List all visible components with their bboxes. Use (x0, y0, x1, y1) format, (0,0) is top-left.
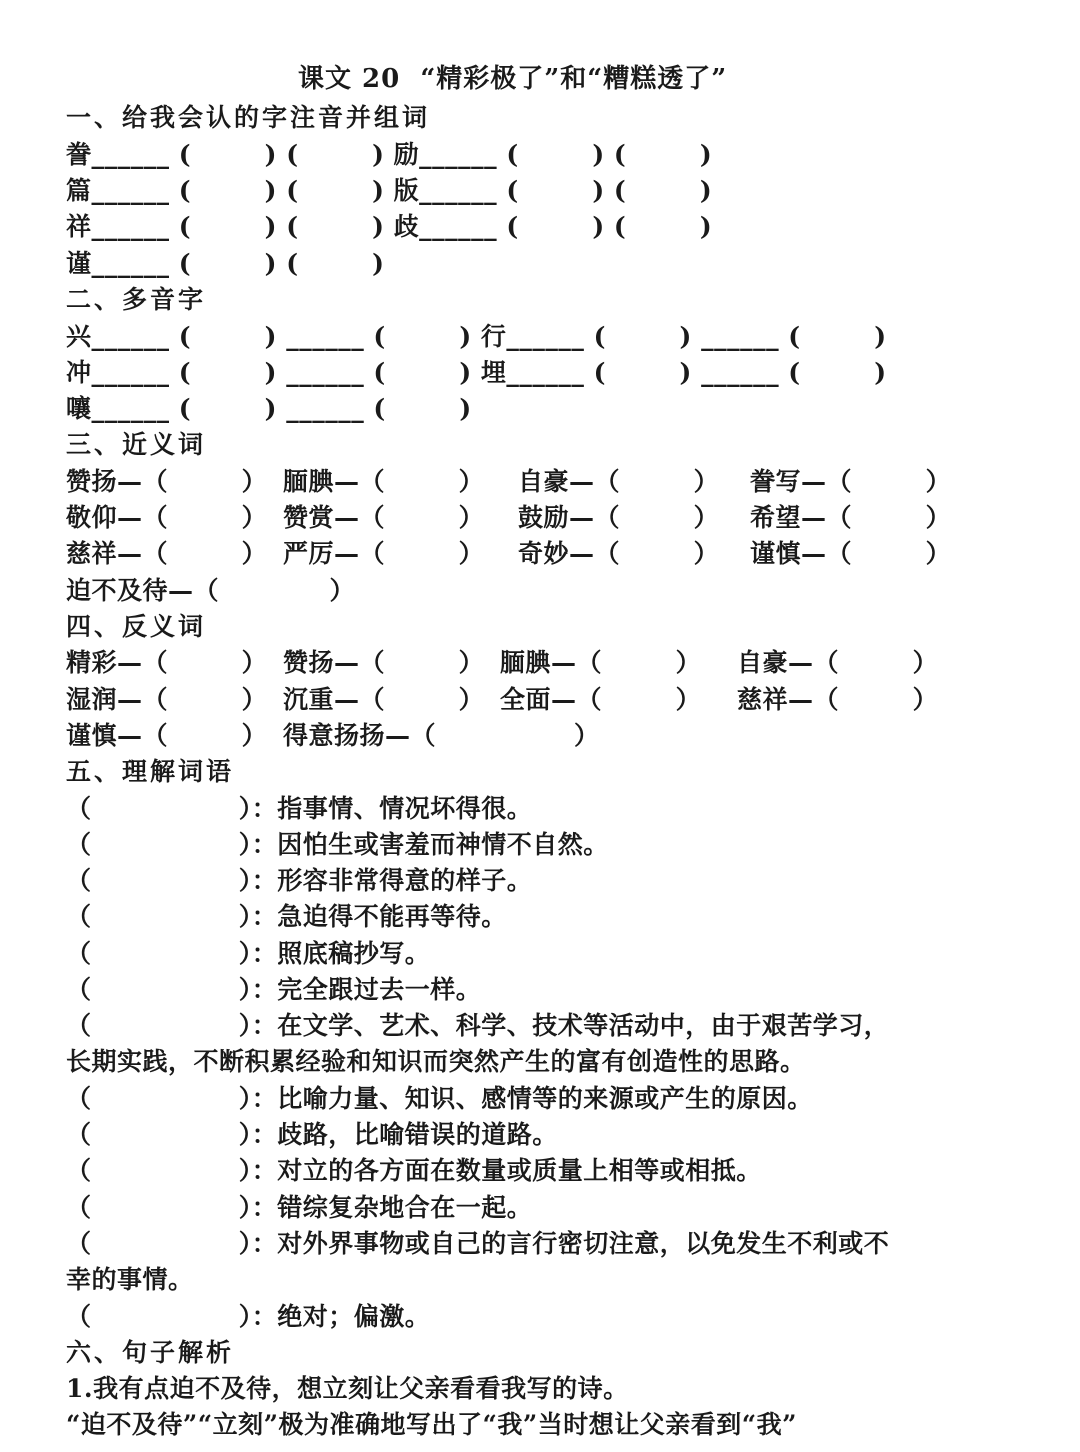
antonym-item: 全面—（ ） (500, 685, 702, 714)
definition-line: （ ）：歧路，比喻错误的道路。 (66, 1120, 558, 1149)
section-2-heading: 二、多音字 (66, 285, 207, 314)
synonym-item: 慈祥—（ ） (66, 539, 268, 568)
page-title: 课文 20 “精彩极了”和“糟糕透了” (298, 64, 728, 94)
synonym-item: 敬仰—（ ） (66, 503, 268, 532)
definition-line: （ ）：在文学、艺术、科学、技术等活动中，由于艰苦学习， (66, 1011, 890, 1040)
sentence-analysis-line: “迫不及待”“立刻”极为准确地写出了“我”当时想让父亲看到“我” (66, 1410, 798, 1439)
synonym-item: 迫不及待—（ ） (66, 576, 355, 605)
synonym-item: 希望—（ ） (750, 503, 952, 532)
section-3-heading: 三、近义词 (66, 430, 207, 459)
definition-line: （ ）：形容非常得意的样子。 (66, 866, 533, 895)
definition-line: （ ）：照底稿抄写。 (66, 939, 431, 968)
sec2-row-3: 嚷______ ( ) ______ ( ) (66, 394, 472, 423)
antonym-item: 精彩—（ ） (66, 648, 268, 677)
synonym-item: 誊写—（ ） (750, 467, 952, 496)
synonym-item: 赞赏—（ ） (283, 503, 485, 532)
definition-line: （ ）：对外界事物或自己的言行密切注意，以免发生不利或不 (66, 1229, 890, 1258)
section-4-heading: 四、反义词 (66, 612, 207, 641)
synonym-item: 赞扬—（ ） (66, 467, 268, 496)
sec1-row-3: 祥______ ( ) ( ) 歧______ ( ) ( ) (66, 212, 713, 241)
antonym-item: 自豪—（ ） (737, 648, 939, 677)
section-5-heading: 五、理解词语 (66, 757, 235, 786)
sec2-row-2: 冲______ ( ) ______ ( ) 埋______ ( ) ______ ( ) (66, 358, 887, 387)
antonym-item: 湿润—（ ） (66, 685, 268, 714)
definition-line-continued: 幸的事情。 (66, 1265, 194, 1294)
definition-line: （ ）：指事情、情况坏得很。 (66, 794, 533, 823)
antonym-item: 沉重—（ ） (283, 685, 485, 714)
antonym-item: 谨慎—（ ） (66, 721, 268, 750)
synonym-item: 严厉—（ ） (283, 539, 485, 568)
definition-line: （ ）：绝对；偏激。 (66, 1302, 431, 1331)
sentence-analysis-line: 1.我有点迫不及待，想立刻让父亲看看我写的诗。 (66, 1374, 629, 1403)
sec1-row-2: 篇______ ( ) ( ) 版______ ( ) ( ) (66, 176, 713, 205)
antonym-item: 腼腆—（ ） (500, 648, 702, 677)
section-1-heading: 一、给我会认的字注音并组词 (66, 103, 431, 132)
antonym-item: 得意扬扬—（ ） (283, 721, 600, 750)
synonym-item: 鼓励—（ ） (518, 503, 720, 532)
definition-line-continued: 长期实践，不断积累经验和知识而突然产生的富有创造性的思路。 (66, 1047, 806, 1076)
synonym-item: 腼腆—（ ） (283, 467, 485, 496)
definition-line: （ ）：错综复杂地合在一起。 (66, 1193, 533, 1222)
definition-line: （ ）：完全跟过去一样。 (66, 975, 482, 1004)
sec2-row-1: 兴______ ( ) ______ ( ) 行______ ( ) ______ ( ) (66, 322, 887, 351)
synonym-item: 谨慎—（ ） (750, 539, 952, 568)
section-6-heading: 六、句子解析 (66, 1338, 235, 1367)
sec1-row-1: 誊______ ( ) ( ) 励______ ( ) ( ) (66, 140, 713, 169)
antonym-item: 赞扬—（ ） (283, 648, 485, 677)
definition-line: （ ）：对立的各方面在数量或质量上相等或相抵。 (66, 1156, 762, 1185)
synonym-item: 自豪—（ ） (518, 467, 720, 496)
synonym-item: 奇妙—（ ） (518, 539, 720, 568)
definition-line: （ ）：急迫得不能再等待。 (66, 902, 507, 931)
definition-line: （ ）：因怕生或害羞而神情不自然。 (66, 830, 609, 859)
sec1-row-4: 谨______ ( ) ( ) (66, 249, 385, 278)
antonym-item: 慈祥—（ ） (737, 685, 939, 714)
definition-line: （ ）：比喻力量、知识、感情等的来源或产生的原因。 (66, 1084, 813, 1113)
